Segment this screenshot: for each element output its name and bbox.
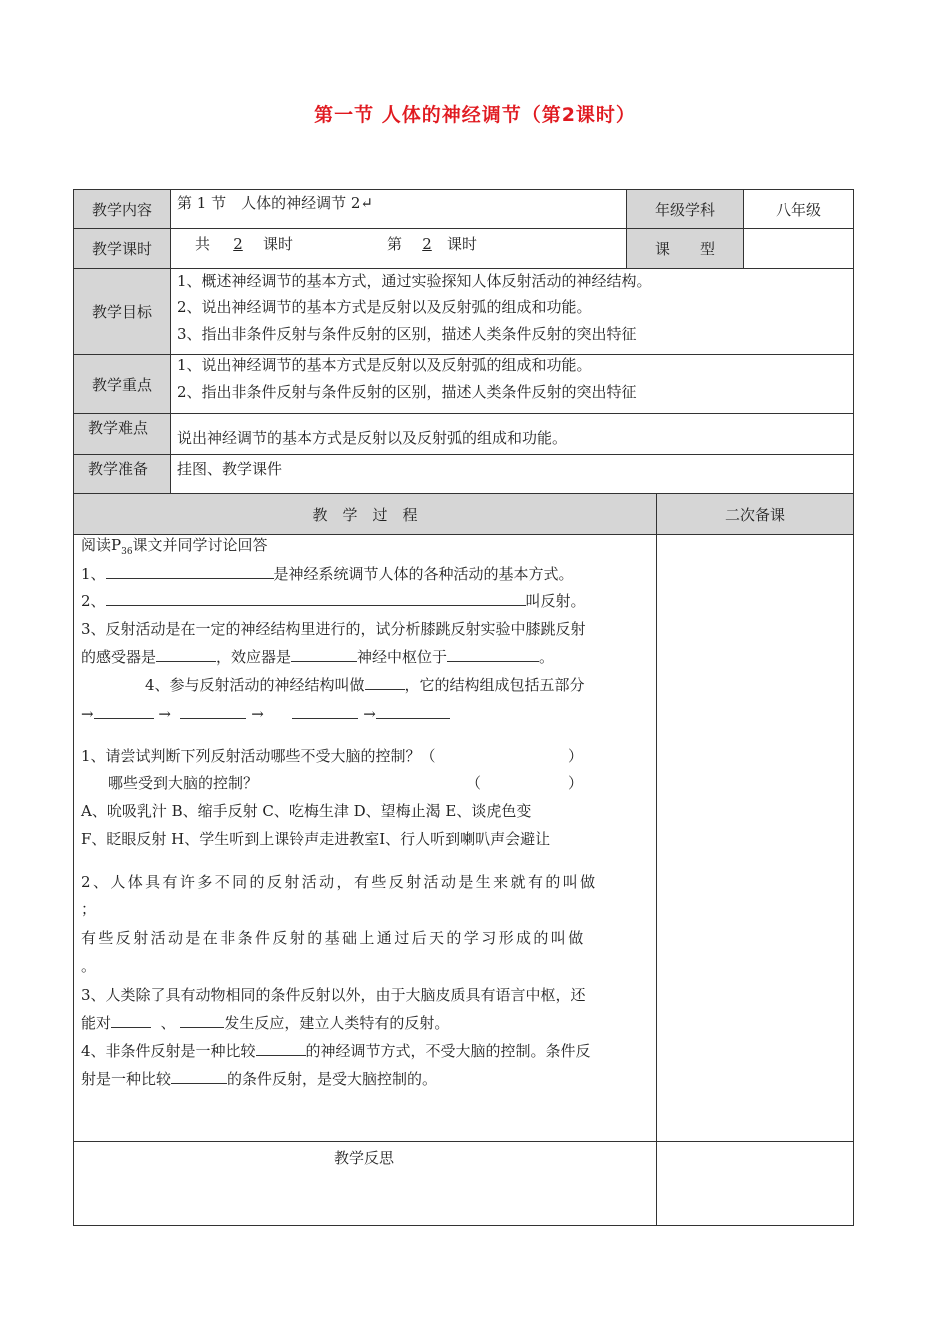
reflection-notes-cell [656,1141,854,1226]
intro-line: 阅读$P_{36}$课文并同学讨论回答 [81,536,268,557]
hours-nth: 2 [422,235,432,253]
prep-label-cell [73,454,171,494]
goals-cell [170,268,854,355]
difficulty-label: 教学难点 [88,419,149,437]
goals-label: 教学目标 [73,268,171,355]
practice-1-line2b: （ [466,774,482,792]
hours-nth-unit: 课时 [447,235,478,253]
question-3-line2: 的感受器是 ，效应器是 神经中枢位于 。 [81,648,555,666]
key-point-item: 2、指出非条件反射与条件反射的区别，描述人类条件反射的突出特征 [177,383,637,401]
second-prep-body [656,534,854,1142]
prep-cell [170,454,854,494]
practice-1-options-1: A、吮吸乳汁 B、缩手反射 C、吃梅生津 D、望梅止渴 E、谈虎色变 [81,802,532,820]
practice-1-line2c: ） [568,774,584,792]
practice-1-line2a: 哪些受到大脑的控制？ [108,774,259,792]
question-1: 1、 是神经系统调节人体的各种活动的基本方式。 [81,565,574,583]
practice-1-line1a: 1、请尝试判断下列反射活动哪些不受大脑的控制？（ [81,747,436,765]
lesson-type-label: 课 型 [626,228,744,269]
practice-4-line1: 4、非条件反射是一种比较 的神经调节方式，不受大脑的控制。条件反 [81,1042,591,1060]
process-header: 教 学 过 程 [73,493,657,535]
hours-cell [170,228,627,269]
hours-nth-prefix: 第 [387,235,403,253]
content-value: 第 1 节 人体的神经调节 2↵ [177,194,373,212]
key-points-cell [170,354,854,414]
practice-3-line1: 3、人类除了具有动物相同的条件反射以外，由于大脑皮质具有语言中枢，还 [81,986,586,1004]
key-point-item: 1、说出神经调节的基本方式是反射以及反射弧的组成和功能。 [177,356,592,374]
content-value-cell [170,189,627,229]
question-4-line1: 4、参与反射活动的神经结构叫做 ，它的结构组成包括五部分 [145,676,585,694]
reflex-arc-chain: → → → → [81,704,450,724]
difficulty-cell [170,413,854,455]
grade-value: 八年级 [743,189,854,229]
practice-3-line2: 能对 、 发生反应，建立人类特有的反射。 [81,1014,450,1032]
practice-1-line1b: ） [568,747,584,765]
practice-2-line3: 有些反射活动是在非条件反射的基础上通过后天的学习形成的叫做 [81,929,586,947]
page-title: 第一节 人体的神经调节（第2课时） [314,104,636,126]
reflection-cell [73,1141,657,1226]
question-3-line1: 3、反射活动是在一定的神经结构里进行的，试分析膝跳反射实验中膝跳反射 [81,620,586,638]
practice-2-line1: 2、人体具有许多不同的反射活动，有些反射活动是生来就有的叫做 [81,873,598,891]
difficulty-label-cell [73,413,171,455]
prep-label: 教学准备 [88,460,149,478]
hours-label: 教学课时 [73,228,171,269]
difficulty-text: 说出神经调节的基本方式是反射以及反射弧的组成和功能。 [177,429,568,447]
second-prep-header: 二次备课 [656,493,854,535]
lesson-type-value [743,228,854,269]
goal-item: 3、指出非条件反射与条件反射的区别，描述人类条件反射的突出特征 [177,325,637,343]
prep-text: 挂图、教学课件 [177,460,283,478]
practice-1-options-2: F、眨眼反射 H、学生听到上课铃声走进教室I、行人听到喇叭声会避让 [81,830,551,848]
practice-2-line4: 。 [81,957,97,975]
hours-total-prefix: 共 [195,235,211,253]
grade-subject-label: 年级学科 [626,189,744,229]
question-2: 2、 叫反射。 [81,592,586,610]
practice-2-line2: ； [81,900,97,918]
hours-total: 2 [233,235,243,253]
reflection-label: 教学反思 [334,1149,395,1167]
key-points-label: 教学重点 [73,354,171,414]
goal-item: 1、概述神经调节的基本方式，通过实验探知人体反射活动的神经结构。 [177,272,652,290]
content-label: 教学内容 [73,189,171,229]
hours-unit: 课时 [263,235,294,253]
practice-4-line2: 射是一种比较 的条件反射，是受大脑控制的。 [81,1070,438,1088]
goal-item: 2、说出神经调节的基本方式是反射以及反射弧的组成和功能。 [177,298,592,316]
